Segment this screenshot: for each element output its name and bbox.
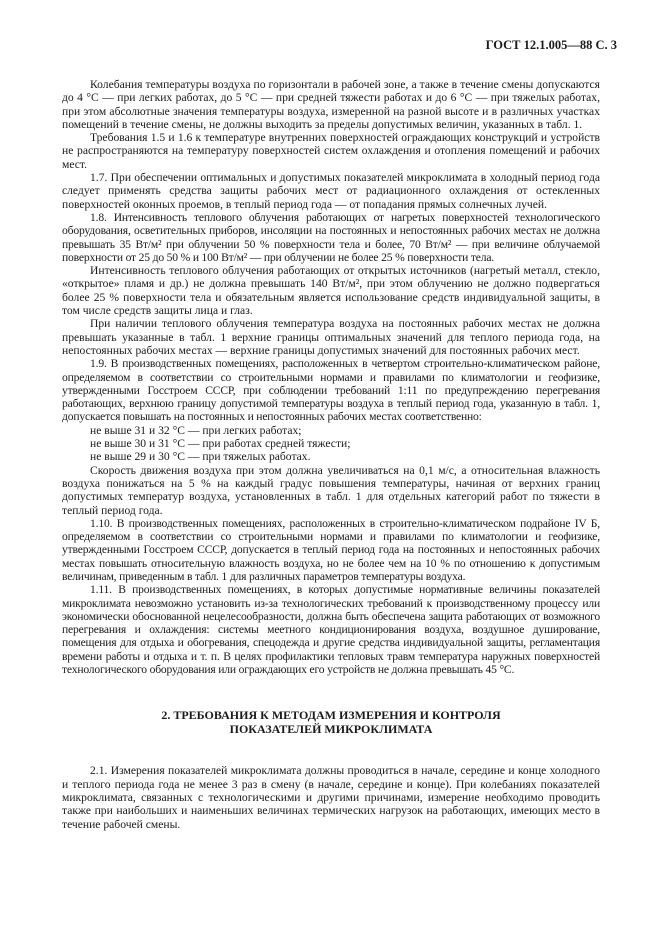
paragraph: 1.11. В производственных помещениях, в которых допустимые нормативные величины показателей микроклимата невозможно установить из-за технологических требований к производственному процессу или экономически обоснованной нецелесообразности, должна быть обеспечена защита работающих от возможного перегревания и охлаждения: системы меетного кондиционирования воздуха, воздушное душирование, помещения для отдыха и обогревания, спецодежда и другие средства индивидуальной защиты, регламентация времени работы и отдыха и т. п. В целях профилактики тепловых травм температура наружных поверхностей технологического оборудования или ограждающих его устройств не должна превышать 45 °С. xyxy=(62,583,600,677)
document-body xyxy=(62,78,600,831)
paragraph: При наличии теплового облучения температура воздуха на постоянных рабочих местах не должна превышать указанные в табл. 1 верхние границы оптимальных значений для теплого периода года, на непостоянных рабочих местах — верхние границы допустимых значений для постоянных рабочих мест. xyxy=(62,317,600,357)
list-item: не выше 31 и 32 °С — при легких работах; xyxy=(90,423,302,437)
paragraph: 1.10. В производственных помещениях, расположенных в строительно-климатическом подрайоне IV Б, определяемом в соответствии со строительными нормами и правилами по климатологии и геофизике, утвержденными Госстроем СССР, допускается в теплый период года на постоянных и непостоянных рабочих местах повышать относительную влажность воздуха, но не более чем на 10 % по отношению к допустимым величинам, приведенным в табл. 1 для различных параметров температуры воздуха. xyxy=(62,516,600,583)
running-header: ГОСТ 12.1.005—88 С. 3 xyxy=(485,38,617,52)
paragraph: 2.1. Измерения показателей микроклимата должны проводиться в начале, середине и конце холодного и теплого периода года не менее 3 раз в смену (в начале, середине и конце). При колебаниях показателей микроклимата, связанных с технологическими и другими причинами, измерение необходимо проводить также при наибольших и наименьших величинах термических нагрузок на работающих, имеющих место в течение рабочей смены. xyxy=(62,764,600,831)
section-2-heading-line-2: ПОКАЗАТЕЛЕЙ МИКРОКЛИМАТА xyxy=(229,722,433,737)
paragraph: Интенсивность теплового облучения работающих от открытых источников (нагретый металл, стекло, «открытое» пламя и др.) не должна превышать 140 Вт/м², при этом облучению не должно подвергаться более 25 % поверхности тела и обязательным является использование средств индивидуальной защиты, в том числе средств защиты лица и глаз. xyxy=(62,264,600,318)
section-2-heading xyxy=(62,708,600,736)
section-2-body xyxy=(62,764,600,830)
section-1-continuation xyxy=(62,78,600,676)
section-2-heading-line-1: 2. ТРЕБОВАНИЯ К МЕТОДАМ ИЗМЕРЕНИЯ И КОНТРОЛЯ xyxy=(161,708,501,723)
paragraph: Требования 1.5 и 1.6 к температуре внутренних поверхностей ограждающих конструкций и устройств не распространяются на температуру поверхностей систем охлаждения и отопления помещений и рабочих мест. xyxy=(62,131,600,171)
list-item: не выше 29 и 30 °С — при тяжелых работах. xyxy=(90,450,311,464)
paragraph: Скорость движения воздуха при этом должна увеличиваться на 0,1 м/с, а относительная влажность воздуха понижаться на 5 % на каждый градус повышения температуры, начиная от верхних границ допустимых температур воздуха, установленных в табл. 1 для отдельных категорий работ по тяжести в теплый период года. xyxy=(62,463,600,517)
paragraph: 1.7. При обеспечении оптимальных и допустимых показателей микроклимата в холодный период года следует применять средства защиты рабочих мест от радиационного охлаждения от остекленных поверхностей оконных проемов, в теплый период года — от попадания прямых солнечных лучей. xyxy=(62,171,600,211)
paragraph: Колебания температуры воздуха по горизонтали в рабочей зоне, а также в течение смены допускаются до 4 °С — при легких работах, до 5 °С — при средней тяжести работах и до 6 °С — при тяжелых работах, при этом абсолютные значения температуры воздуха, измеренной на разной высоте и в различных участках помещений в течение смены, не должны выходить за пределы допустимых величин, указанных в табл. 1. xyxy=(62,78,600,131)
paragraph: 1.9. В производственных помещениях, расположенных в четвертом строительно-климатическом районе, определяемом в соответствии со строительными нормами и правилами по климатологии и геофизике, утвержденными Госстроем СССР, при соблюдении требований 1:11 по предупреждению перегревания работающих, верхнюю границу допустимой температуры воздуха в теплый период года, указанную в табл. 1, допускается повышать на постоянных и непостоянных рабочих местах соответственно: xyxy=(62,357,600,424)
paragraph: 1.8. Интенсивность теплового облучения работающих от нагретых поверхностей технологического оборудования, осветительных приборов, инсоляции на постоянных и непостоянных рабочих местах не должна превышать 35 Вт/м² при облучении 50 % поверхности тела и более, 70 Вт/м² — при величине облучаемой поверхности от 25 до 50 % и 100 Вт/м² — при облучении не более 25 % поверхности тела. xyxy=(62,210,600,264)
list-item: не выше 30 и 31 °С — при работах средней тяжести; xyxy=(90,437,351,451)
